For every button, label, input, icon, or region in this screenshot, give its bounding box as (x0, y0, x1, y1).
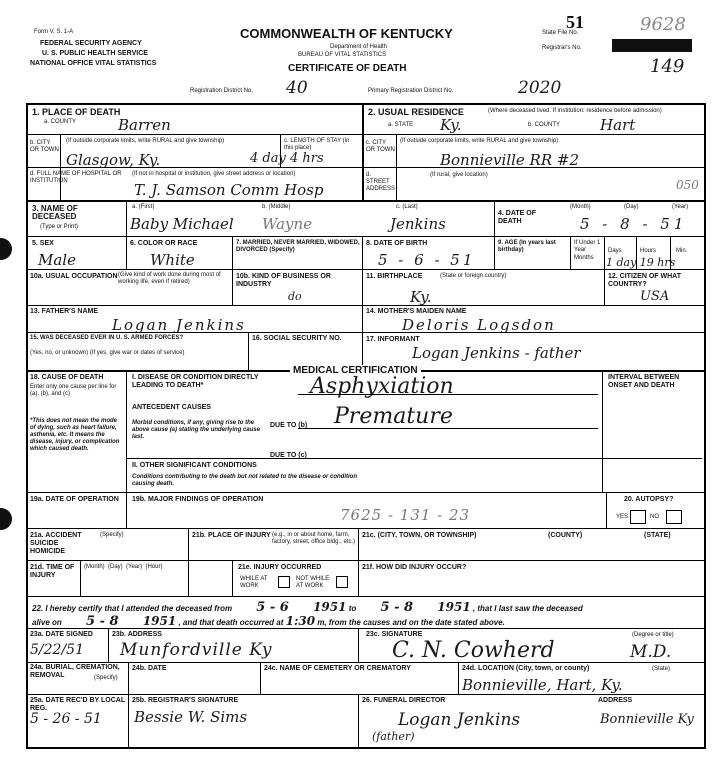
hospital-note: (If not in hospital or institution, give street address or location) (132, 171, 296, 177)
usual-residence-label: 2. USUAL RESIDENCE (368, 107, 464, 117)
date-of-birth: 5 - 6 - 51 (378, 251, 476, 269)
certify-line-1 (32, 600, 583, 615)
death-city: Glasgow, Ky. (66, 151, 161, 169)
certify-text-4: m, from the causes and on the date stated above. (317, 618, 505, 627)
cemetery-label: 24c. NAME OF CEMETERY OR CREMATORY (264, 665, 411, 672)
sex-value: Male (38, 251, 76, 269)
agency-line-3: NATIONAL OFFICE VITAL STATISTICS (30, 60, 157, 67)
registrar-label: Registrar's No. (542, 45, 582, 51)
month-label: (Month) (570, 204, 591, 210)
injury-occurred-label: 21e. INJURY OCCURRED (238, 564, 322, 571)
state-file-label: State File No. (542, 30, 579, 36)
primary-district-label: Primary Registration District No. (368, 88, 454, 94)
res-street-label: d. STREET ADDRESS (366, 172, 396, 192)
certify-text-3: , and that death occurred at (178, 618, 284, 627)
death-time: 1:30 (285, 614, 316, 628)
citizen-value: USA (640, 289, 670, 304)
hospital-name: T. J. Samson Comm Hosp (134, 181, 324, 199)
injury-place-label: 21b. PLACE OF INJURY (192, 532, 271, 539)
date-received-label: 25a. DATE REC'D BY LOCAL REG. (30, 697, 126, 712)
first-label: a. (First) (132, 204, 155, 210)
cert-address: Munfordville Ky (120, 640, 273, 660)
findings-label: 19b. MAJOR FINDINGS OF OPERATION (132, 496, 264, 503)
alive-year: 1951 (142, 614, 177, 628)
stay-length: 4 day 4 hrs (250, 151, 324, 166)
deceased-last: Jenkins (390, 215, 446, 233)
injury-city-label: 21c. (CITY, TOWN, OR TOWNSHIP) (362, 532, 477, 539)
registrar-sig-label: 25b. REGISTRAR'S SIGNATURE (132, 697, 239, 704)
morbid-note: Morbid conditions, if any, giving rise to the above cause (a) stating the underlying cause last. (132, 420, 261, 440)
res-state-label: a. STATE (388, 122, 414, 128)
type-note: (Type or Print) (40, 224, 79, 230)
res-city-label: c. CITY OR TOWN (366, 140, 395, 153)
birthplace-note: (State or foreign country) (440, 273, 507, 279)
res-city: Bonnieville RR #2 (440, 151, 580, 169)
autopsy-no: NO (650, 514, 659, 520)
degree-label: (Degree or title) (632, 632, 674, 638)
business-value: do (288, 290, 302, 303)
father-label: 13. FATHER'S NAME (30, 308, 99, 315)
part2-label: II. OTHER SIGNIFICANT CONDITIONS (132, 462, 257, 469)
death-county: Barren (118, 116, 171, 134)
autopsy-label: 20. AUTOPSY? (624, 496, 674, 503)
due-to-b-label: DUE TO (b) (270, 422, 308, 429)
last-label: c. (Last) (396, 204, 418, 210)
date-signed: 5/22/51 (30, 642, 84, 658)
place-of-death-label: 1. PLACE OF DEATH (32, 107, 121, 117)
burial-state-label: (State) (652, 666, 671, 672)
funeral-director-label: 26. FUNERAL DIRECTOR (362, 697, 446, 704)
informant-name: Logan Jenkins - father (412, 344, 581, 362)
residence-note: (Where deceased lived. If institution: residence before admission) (488, 108, 662, 114)
alive-label: alive on (32, 618, 62, 627)
hours-label: Hours (640, 248, 657, 254)
primary-district: 2020 (518, 78, 562, 98)
agency-line-2: U. S. PUBLIC HEALTH SERVICE (42, 50, 148, 57)
part2-note: Conditions contributing to the death but not related to the disease or condition causing death. (132, 474, 357, 487)
due-to-c-label: DUE TO (c) (270, 452, 307, 459)
race-label: 6. COLOR OR RACE (130, 240, 198, 247)
registrar-number: 149 (650, 56, 685, 77)
signature-label: 23c. SIGNATURE (366, 631, 423, 638)
attended-to-year: 1951 (437, 600, 471, 614)
director-address-label: ADDRESS (598, 697, 633, 704)
registrar-signature: Bessie W. Sims (134, 708, 248, 726)
race-value: White (150, 251, 195, 269)
sex-label: 5. SEX (32, 240, 54, 247)
hospital-label: d. FULL NAME OF HOSPITAL OR INSTITUTION (30, 171, 122, 184)
father-name: Logan Jenkins (112, 316, 246, 334)
age-under-label: If Under 1 Year (574, 240, 601, 253)
part1-label: I. DISEASE OR CONDITION DIRECTLY LEADING TO DEATH* (132, 374, 259, 389)
county-label: a. COUNTY (44, 119, 77, 125)
birthplace-label: 11. BIRTHPLACE (366, 273, 423, 280)
injury-place-note: (e.g., in or about home, farm, factory, street, office bldg., etc.) (272, 532, 356, 545)
mother-name: Deloris Logsdon (402, 316, 556, 334)
autopsy-yes: YES (616, 514, 629, 520)
injury-county-label: (COUNTY) (548, 532, 583, 539)
operation-date-label: 19a. DATE OF OPERATION (30, 496, 119, 503)
citizen-label: 12. CITIZEN OF WHAT COUNTRY? (608, 273, 681, 288)
date-signed-label: 23a. DATE SIGNED (30, 631, 93, 638)
director-note: (father) (372, 730, 415, 743)
cause-label: 18. CAUSE OF DEATH (30, 374, 104, 381)
how-injury-label: 21f. HOW DID INJURY OCCUR? (362, 564, 467, 571)
months-label: Months (574, 255, 594, 261)
attended-from-year: 1951 (313, 600, 347, 614)
res-county: Hart (600, 116, 636, 134)
interval-label: INTERVAL BETWEEN ONSET AND DEATH (608, 374, 680, 389)
min-label: Min. (676, 248, 688, 254)
middle-label: b. (Middle) (262, 204, 291, 210)
city-note: (If outside corporate limits, write RURAL and give township) (66, 138, 225, 144)
stay-label: c. LENGTH OF STAY (in this place) (284, 138, 350, 151)
certify-text-1: 22. I hereby certify that I attended the deceased from (32, 604, 233, 613)
not-work-checkbox[interactable] (336, 576, 348, 588)
medical-heading: MEDICAL CERTIFICATION (290, 365, 421, 376)
marital-label: 7. MARRIED, NEVER MARRIED, WIDOWED, DIVORCED (Specify) (236, 240, 360, 253)
city-label: b. CITY OR TOWN (30, 140, 59, 153)
res-street-note: (If rural, give location) (430, 172, 488, 178)
cause-star-note: *This does not mean the mode of dying, such as heart failure, asthenia, etc. It means the disease, injury, or complication which caused death. (30, 418, 120, 452)
business-label: 10b. KIND OF BUSINESS OR INDUSTRY (236, 273, 331, 288)
alive-date: 5 - 8 (86, 614, 119, 629)
department: Department of Health (330, 44, 388, 50)
burial-note: (Specify) (94, 675, 118, 681)
certify-line-2 (32, 614, 505, 629)
cert-address-label: 23b. ADDRESS (112, 631, 162, 638)
director-address: Bonnieville Ky (600, 712, 694, 727)
form-number: Form V. S. 1-A (34, 29, 74, 35)
findings-code: 7625 - 131 - 23 (340, 506, 471, 524)
date-death-label: 4. DATE OF DEATH (498, 210, 536, 225)
reg-district: 40 (286, 78, 308, 98)
burial-date-label: 24b. DATE (132, 665, 167, 672)
injury-time-cols: (Month) (Day) (Year) (Hour) (84, 564, 163, 570)
punch-hole-bottom (0, 508, 12, 530)
cause-b: Premature (334, 404, 453, 429)
funeral-director: Logan Jenkins (398, 710, 521, 730)
punch-hole-top (0, 238, 12, 260)
state-file-prefix: 51 (566, 12, 584, 32)
physician-degree: M.D. (630, 642, 672, 662)
day-label: (Day) (624, 204, 639, 210)
burial-location: Bonnieville, Hart, Ky. (462, 676, 623, 694)
res-code: 050 (676, 178, 699, 192)
not-work-label: NOT WHILE AT WORK (296, 576, 330, 589)
informant-label: 17. INFORMANT (366, 336, 420, 343)
occupation-note: (Give kind of work done during most of working life, even if retired) (118, 272, 221, 285)
autopsy-yes-checkbox[interactable] (630, 510, 646, 524)
age-label: 9. AGE (In years last birthday) (498, 240, 556, 253)
dob-label: 8. DATE OF BIRTH (366, 240, 428, 247)
date-of-death: 5 - 8 - 51 (580, 215, 688, 233)
accident-specify: (Specify) (100, 532, 124, 538)
year-label: (Year) (672, 204, 689, 210)
days-label: Days (608, 248, 622, 254)
deceased-middle: Wayne (262, 215, 313, 233)
injury-time-label: 21d. TIME OF INJURY (30, 564, 75, 579)
age-value: 1 day 19 hrs (606, 256, 676, 269)
bureau: BUREAU OF VITAL STATISTICS (298, 52, 387, 58)
agency-line-1: FEDERAL SECURITY AGENCY (40, 40, 142, 47)
while-work-checkbox[interactable] (278, 576, 290, 588)
cause-note: Enter only one cause per line for (a), (b), and (c) (30, 384, 117, 397)
antecedent-label: ANTECEDENT CAUSES (132, 404, 211, 411)
accident-label: 21a. ACCIDENT SUICIDE HOMICIDE (30, 532, 82, 555)
attended-from: 5 - 6 (256, 600, 289, 615)
deceased-label: 3. NAME OF DECEASED (32, 204, 78, 221)
res-state: Ky. (440, 116, 462, 134)
while-work-label: WHILE AT WORK (240, 576, 268, 589)
deceased-first: Baby Michael (130, 215, 234, 233)
redaction-bar (612, 39, 692, 52)
occupation-label: 10a. USUAL OCCUPATION (30, 273, 118, 280)
res-city-note: (If outside corporate limits, write RURAL and give township) (400, 138, 559, 144)
certify-text-2: , that I last saw the deceased (472, 604, 583, 613)
reg-district-label: Registration District No. (190, 88, 254, 94)
document-title: COMMONWEALTH OF KENTUCKY (240, 26, 453, 41)
armed-label: 15. WAS DECEASED EVER IN U. S. ARMED FORCES? (30, 335, 184, 341)
state-file-number: 9628 (640, 14, 686, 35)
physician-signature: C. N. Cowherd (392, 638, 555, 663)
certify-to: to (348, 604, 357, 613)
ssn-label: 16. SOCIAL SECURITY NO. (252, 335, 342, 342)
injury-state-label: (STATE) (644, 532, 671, 539)
certificate-title: CERTIFICATE OF DEATH (288, 63, 407, 74)
mother-label: 14. MOTHER'S MAIDEN NAME (366, 308, 467, 315)
date-received: 5 - 26 - 51 (30, 711, 102, 727)
burial-location-label: 24d. LOCATION (City, town, or county) (462, 665, 590, 672)
attended-to: 5 - 8 (380, 600, 414, 615)
res-county-label: b. COUNTY (528, 122, 561, 128)
autopsy-no-checkbox[interactable] (666, 510, 682, 524)
cause-a: Asphyxiation (310, 374, 454, 399)
armed-note: (Yes, no, or unknown) (If yes, give war or dates of service) (30, 350, 185, 356)
burial-label: 24a. BURIAL, CREMATION, REMOVAL (30, 664, 120, 679)
birthplace-value: Ky. (410, 288, 432, 306)
